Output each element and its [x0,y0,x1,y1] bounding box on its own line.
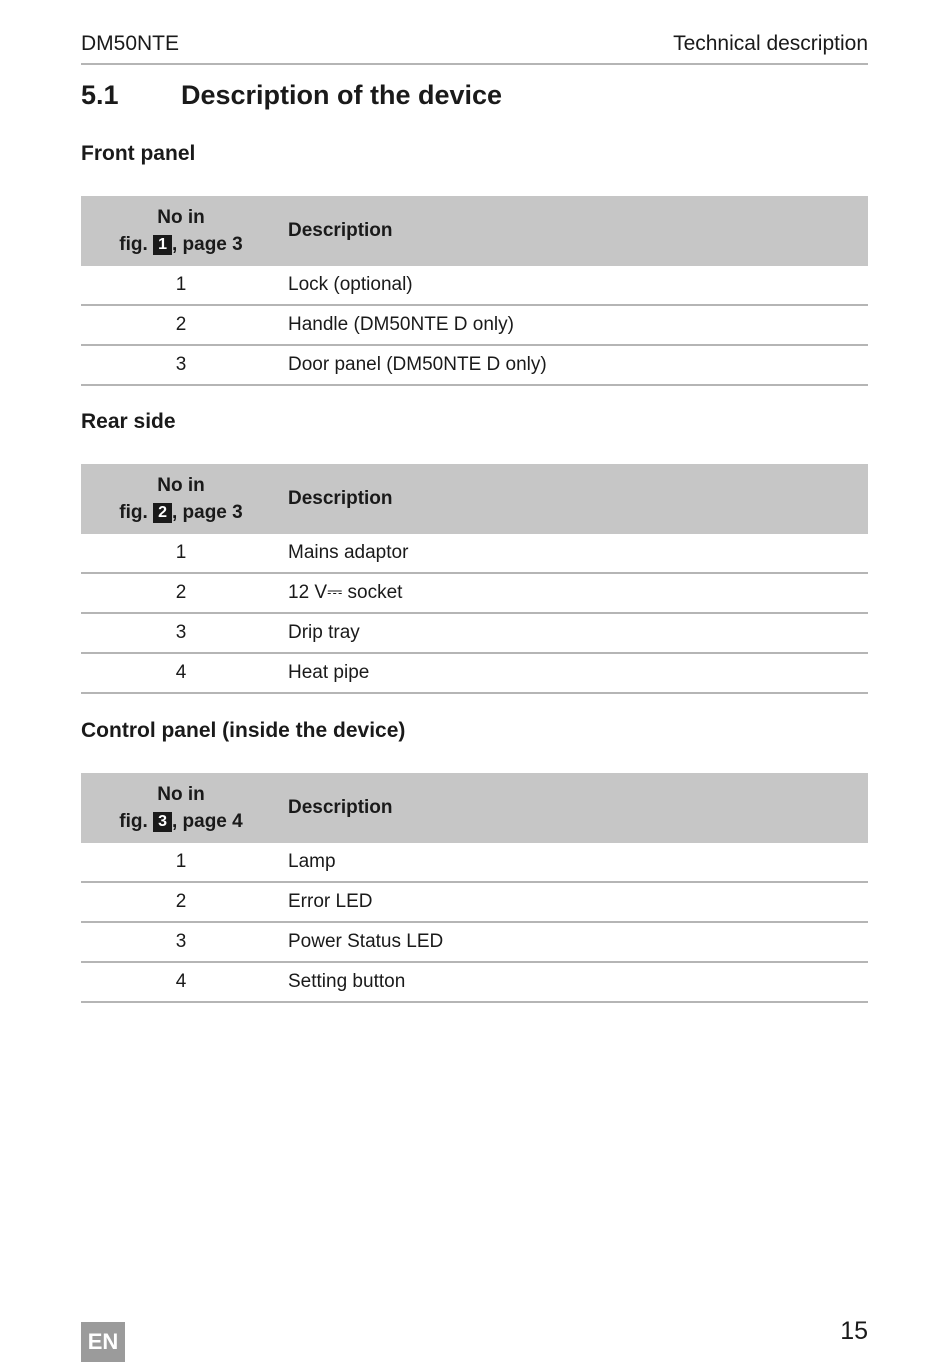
section-heading [81,80,502,111]
page-number: 15 [840,1317,868,1345]
table-row: 4 Heat pipe [81,654,868,694]
table-row: 1 Lock (optional) [81,266,868,306]
table-row: 1 Lamp [81,843,868,883]
figure-number-badge: 1 [153,235,172,255]
table-row: 1 Mains adaptor [81,534,868,574]
rear-side-heading: Rear side [81,410,176,433]
page-header [81,32,868,65]
figure-number-badge: 2 [153,503,172,523]
table-row: 3 Door panel (DM50NTE D only) [81,346,868,386]
figure-number-badge: 3 [153,812,172,832]
table-header [81,196,868,266]
table-row: 2 Error LED [81,883,868,923]
col-description-header: Description [288,488,393,509]
control-panel-heading: Control panel (inside the device) [81,719,406,742]
front-panel-heading: Front panel [81,142,196,165]
col-no-header: No in fig. 2 , page 3 [119,475,243,523]
table-header [81,773,868,843]
section-number: 5.1 [81,80,119,110]
col-description-header: Description [288,797,393,818]
section-title: Description of the device [181,80,503,110]
rear-side-table [81,464,868,694]
table-row: 4 Setting button [81,963,868,1003]
language-badge: EN [81,1322,125,1362]
col-no-header: No in fig. 3 , page 4 [119,784,243,832]
col-no-header: No in fig. 1 , page 3 [119,207,243,255]
chapter-title: Technical description [673,32,868,55]
front-panel-table [81,196,868,386]
table-row: 2 Handle (DM50NTE D only) [81,306,868,346]
col-description-header: Description [288,220,393,241]
table-row: 3 Drip tray [81,614,868,654]
table-row: 2 12 V⎓ socket [81,574,868,614]
model-name: DM50NTE [81,32,180,55]
table-header [81,464,868,534]
table-row: 3 Power Status LED [81,923,868,963]
control-panel-table [81,773,868,1003]
